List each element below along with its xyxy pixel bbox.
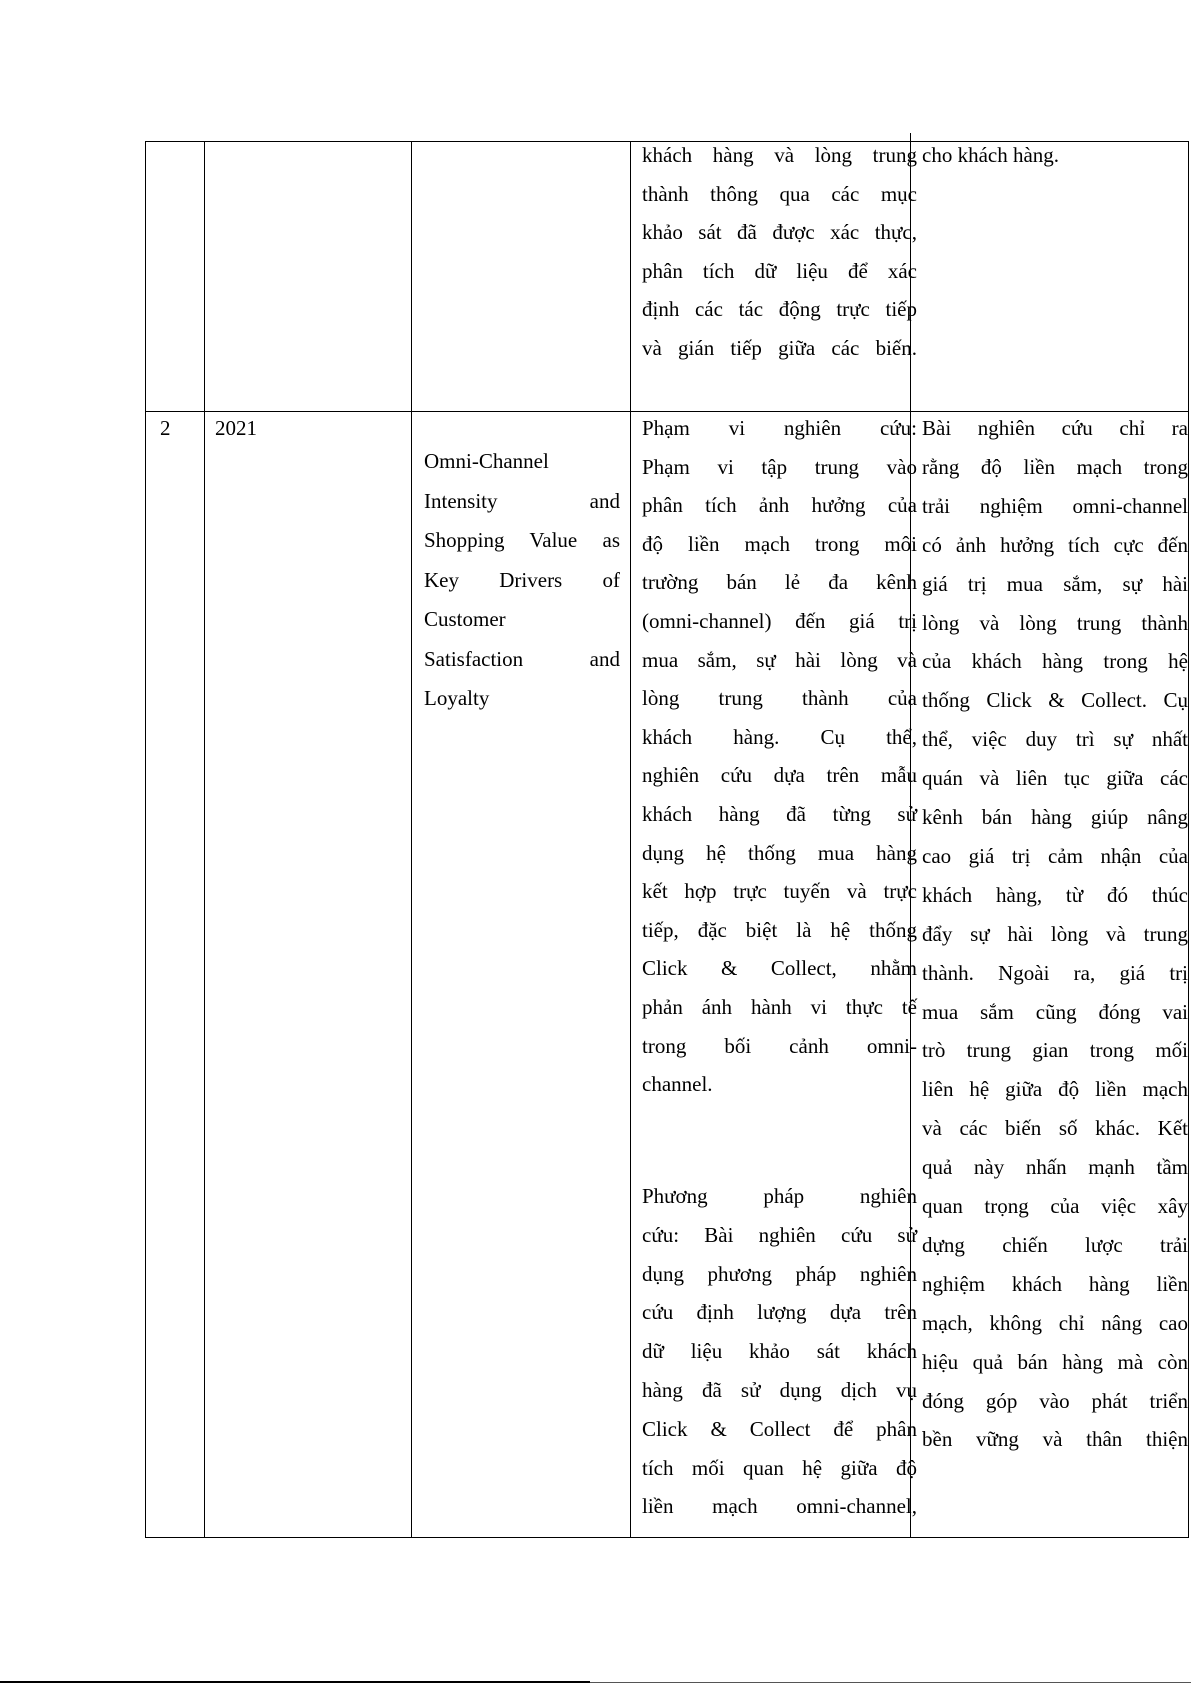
row2-method-p1-line: khách hàng. Cụ thể,: [642, 724, 917, 749]
row2-result-line: quả này nhấn mạnh tầm: [922, 1155, 1188, 1180]
row2-method-p2-line: dữ liệu khảo sát khách: [642, 1339, 917, 1364]
row2-title-line: Key Drivers of: [424, 567, 620, 592]
row2-result-line: quán và liên tục giữa các: [922, 766, 1188, 791]
row1-method-line: và gián tiếp giữa các biến.: [642, 336, 917, 360]
row2-result-line: liên hệ giữa độ liền mạch: [922, 1077, 1188, 1102]
row1-method-cell: [642, 141, 922, 411]
row2-method-p1-line: khách hàng đã từng sử: [642, 802, 917, 826]
row2-result-line: đóng góp vào phát triển: [922, 1388, 1188, 1413]
row2-result-line: và các biến số khác. Kết: [922, 1116, 1188, 1141]
row2-result-line: thể, việc duy trì sự nhất: [922, 727, 1188, 752]
row2-result-line: dựng chiến lược trải: [922, 1232, 1188, 1257]
row2-method-p1-line: nghiên cứu dựa trên mẫu: [642, 763, 917, 788]
row2-method-p1-line: tiếp, đặc biệt là hệ thống: [642, 917, 917, 942]
row1-method-line: khách hàng và lòng trung: [642, 143, 917, 167]
row2-method-p2-line: tích mối quan hệ giữa độ: [642, 1455, 917, 1480]
row2-method-p1-line: dụng hệ thống mua hàng: [642, 840, 917, 865]
column-divider-title: [630, 141, 631, 1538]
row2-method-p1-line: channel.: [642, 1072, 713, 1097]
row2-method-p1-line: phản ánh hành vi thực tế: [642, 995, 917, 1019]
footer-rule: [0, 1681, 590, 1683]
row1-result-cell: [922, 141, 1188, 411]
row2-method-p2-line: cứu định lượng dựa trên: [642, 1300, 917, 1325]
row2-result-line: đẩy sự hài lòng và trung: [922, 921, 1188, 946]
row2-result-line: cao giá trị cảm nhận của: [922, 843, 1188, 868]
row2-result-line: trò trung gian trong mối: [922, 1038, 1188, 1063]
column-divider-year: [411, 141, 412, 1538]
table-border-bottom: [145, 1537, 1189, 1538]
row2-year: 2021: [215, 416, 257, 440]
row2-title-line: Omni-Channel: [424, 449, 549, 473]
row1-method-line: phân tích dữ liệu để xác: [642, 258, 917, 283]
row2-method-p1-line: Phạm vi nghiên cứu:: [642, 416, 917, 440]
row2-result-line: của khách hàng trong hệ: [922, 649, 1188, 674]
row2-result-line: thành. Ngoài ra, giá trị: [922, 960, 1188, 985]
row2-result-line: mua sắm cũng đóng vai: [922, 999, 1188, 1024]
row2-method-p2-line: hàng đã sử dụng dịch vụ: [642, 1378, 917, 1402]
row2-stt: 2: [160, 416, 171, 440]
row2-method-p1-line: Click & Collect, nhằm: [642, 956, 917, 981]
row2-result-line: giá trị mua sắm, sự hài: [922, 571, 1188, 596]
row1-method-line: thành thông qua các mục: [642, 181, 917, 206]
row2-result-line: trải nghiệm omni-channel: [922, 493, 1188, 518]
row2-result-line: rằng độ liền mạch trong: [922, 454, 1188, 479]
row2-result-line: nghiệm khách hàng liền: [922, 1271, 1188, 1296]
row1-method-line: khảo sát đã được xác thực,: [642, 220, 917, 245]
row2-result-line: có ảnh hưởng tích cực đến: [922, 532, 1188, 557]
row2-result-line: quan trọng của việc xây: [922, 1194, 1188, 1218]
row2-method-p2-line: Click & Collect để phân: [642, 1416, 917, 1441]
row2-result-line: khách hàng, từ đó thúc: [922, 882, 1188, 907]
footer-rule-thin: [590, 1682, 1191, 1683]
row2-result-line: mạch, không chỉ nâng cao: [922, 1310, 1188, 1335]
row2-title-line: Shopping Value as: [424, 528, 620, 552]
row2-result-line: bền vững và thân thiện: [922, 1427, 1188, 1452]
row2-title-cell: [424, 412, 620, 1537]
table-border-left: [145, 141, 146, 1538]
row2-method-p1-line: độ liền mạch trong môi: [642, 531, 917, 556]
row2-result-line: kênh bán hàng giúp nâng: [922, 805, 1188, 829]
row2-result-line: Bài nghiên cứu chỉ ra: [922, 416, 1188, 440]
row2-method-p1-line: mua sắm, sự hài lòng và: [642, 647, 917, 672]
row1-method-line: định các tác động trực tiếp: [642, 297, 917, 322]
row2-title-line: Intensity and: [424, 488, 620, 513]
row2-method-p1-line: kết hợp trực tuyến và trực: [642, 879, 917, 904]
row2-result-line: thống Click & Collect. Cụ: [922, 688, 1188, 713]
row2-method-p1-line: trong bối cảnh omni-: [642, 1033, 917, 1058]
row2-method-p2-line: cứu: Bài nghiên cứu sử: [642, 1222, 917, 1247]
table-border-right: [1188, 141, 1189, 1538]
row2-method-p2-line: liền mạch omni-channel,: [642, 1494, 917, 1519]
row2-method-p2-line: dụng phương pháp nghiên: [642, 1261, 917, 1286]
row2-title-line: Customer: [424, 607, 506, 631]
row2-title-line: Loyalty: [424, 686, 490, 710]
row2-method-p1-line: phân tích ảnh hưởng của: [642, 493, 917, 518]
row1-result-line: cho khách hàng.: [922, 143, 1060, 167]
row2-method-p1-line: (omni-channel) đến giá trị: [642, 609, 917, 633]
row2-method-p2-line: Phương pháp nghiên: [642, 1184, 917, 1208]
row2-method-p1-line: trường bán lẻ đa kênh: [642, 570, 917, 595]
row2-method-cell: [642, 412, 922, 1537]
row2-result-cell: [922, 412, 1188, 1537]
row2-result-line: hiệu quả bán hàng mà còn: [922, 1349, 1188, 1374]
row2-method-p1-line: Phạm vi tập trung vào: [642, 454, 917, 479]
row2-method-p1-line: lòng trung thành của: [642, 686, 917, 711]
row2-title-line: Satisfaction and: [424, 646, 620, 671]
column-divider-stt: [204, 141, 205, 1538]
row2-result-line: lòng và lòng trung thành: [922, 610, 1188, 635]
